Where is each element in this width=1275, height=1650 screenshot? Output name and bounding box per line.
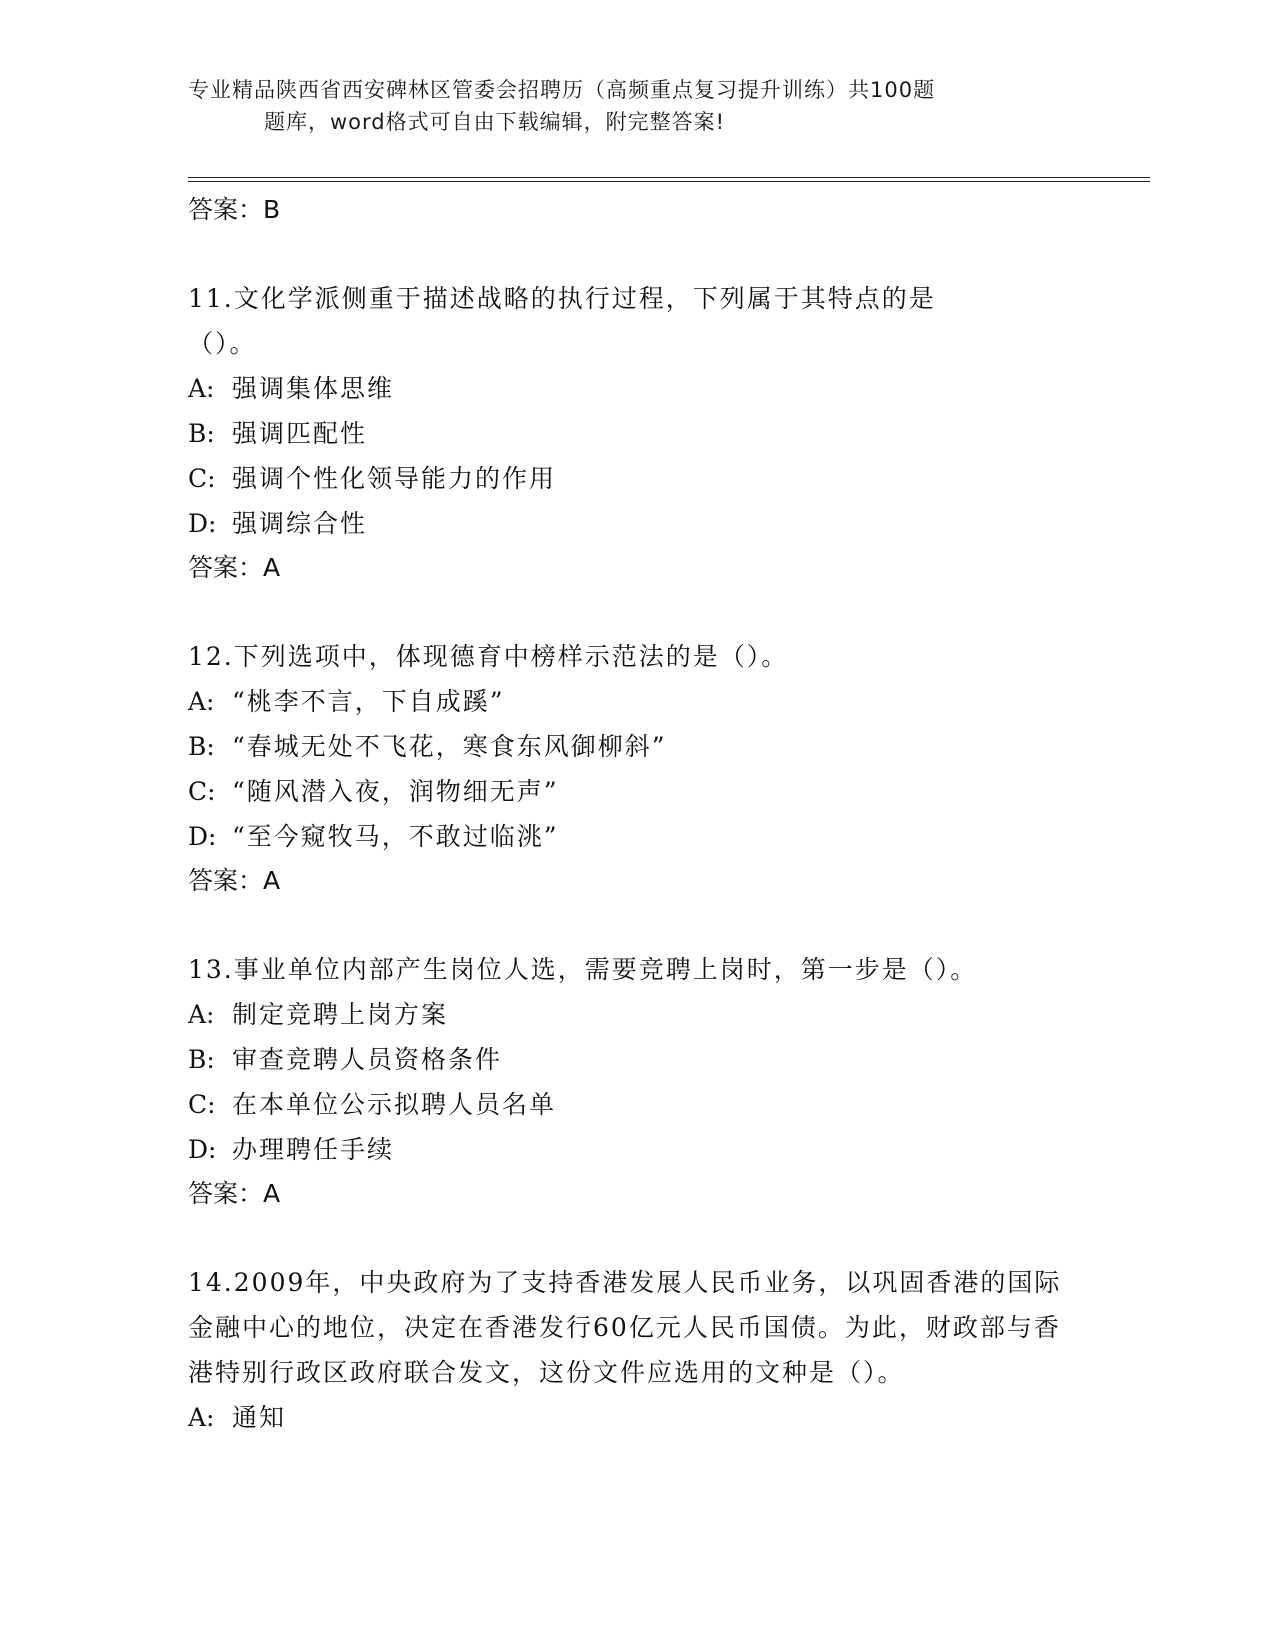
option-d <box>188 814 1088 859</box>
option-label: B: <box>188 419 215 448</box>
option-label: D: <box>188 1135 217 1164</box>
option-label: B: <box>188 732 215 761</box>
option-a <box>188 992 1088 1037</box>
header-title-line1: 专业精品陕西省西安碑林区管委会招聘历（高频重点复习提升训练）共100题 <box>188 78 936 102</box>
question-stem: 13.事业单位内部产生岗位人选，需要竞聘上岗时，第一步是（）。 <box>188 955 978 984</box>
question-item <box>188 634 1088 903</box>
option-a <box>188 366 1088 411</box>
option-label: A: <box>188 1000 215 1029</box>
option-a <box>188 679 1088 724</box>
option-label: C: <box>188 777 216 806</box>
option-text: “春城无处不飞花，寒食东风御柳斜” <box>232 732 667 761</box>
option-text: 强调综合性 <box>232 509 368 538</box>
option-label: A: <box>188 687 215 716</box>
option-text: 强调个性化领导能力的作用 <box>232 464 557 493</box>
option-label: C: <box>188 1090 216 1119</box>
question-item <box>188 1260 1088 1440</box>
question-stem: 14.2009年，中央政府为了支持香港发展人民币业务，以巩固香港的国际金融中心的地位，决定在香港发行60亿元人民币国债。为此，财政部与香港特别行政区政府联合发文，这份文件应选用的文种是（）。 <box>188 1268 1062 1387</box>
option-label: A: <box>188 1403 215 1432</box>
answer-line: 答案：A <box>188 1179 281 1208</box>
option-label: C: <box>188 464 216 493</box>
option-text: 办理聘任手续 <box>232 1135 395 1164</box>
option-c <box>188 456 1088 501</box>
question-item <box>188 276 1088 590</box>
answer-line: 答案：A <box>188 553 281 582</box>
option-text: “至今窥牧马，不敢过临洮” <box>232 822 559 851</box>
option-c <box>188 1082 1088 1127</box>
option-label: D: <box>188 822 217 851</box>
option-c <box>188 769 1088 814</box>
option-a <box>188 1395 1088 1440</box>
option-b <box>188 411 1088 456</box>
question-stem: 12.下列选项中，体现德育中榜样示范法的是（）。 <box>188 642 789 671</box>
document-header <box>188 74 1068 138</box>
option-text: “随风潜入夜，润物细无声” <box>232 777 559 806</box>
option-label: B: <box>188 1045 215 1074</box>
answer-line: 答案：B <box>188 195 281 224</box>
question-stem: 11.文化学派侧重于描述战略的执行过程，下列属于其特点的是（）。 <box>188 284 936 358</box>
option-b <box>188 724 1088 769</box>
option-text: 通知 <box>232 1403 287 1432</box>
option-text: 强调匹配性 <box>232 419 368 448</box>
header-divider-bottom <box>188 181 1150 182</box>
option-d <box>188 501 1088 546</box>
option-text: 强调集体思维 <box>232 374 395 403</box>
question-item <box>188 947 1088 1216</box>
option-d <box>188 1127 1088 1172</box>
option-label: D: <box>188 509 217 538</box>
option-b <box>188 1037 1088 1082</box>
option-text: 制定竞聘上岗方案 <box>232 1000 449 1029</box>
option-text: 审查竞聘人员资格条件 <box>232 1045 503 1074</box>
option-text: 在本单位公示拟聘人员名单 <box>232 1090 557 1119</box>
header-divider-top <box>188 177 1150 178</box>
option-text: “桃李不言，下自成蹊” <box>232 687 505 716</box>
header-title-line2: 题库，word格式可自由下载编辑，附完整答案! <box>264 110 726 134</box>
option-label: A: <box>188 374 215 403</box>
question-list <box>188 188 1088 1440</box>
answer-line: 答案：A <box>188 866 281 895</box>
